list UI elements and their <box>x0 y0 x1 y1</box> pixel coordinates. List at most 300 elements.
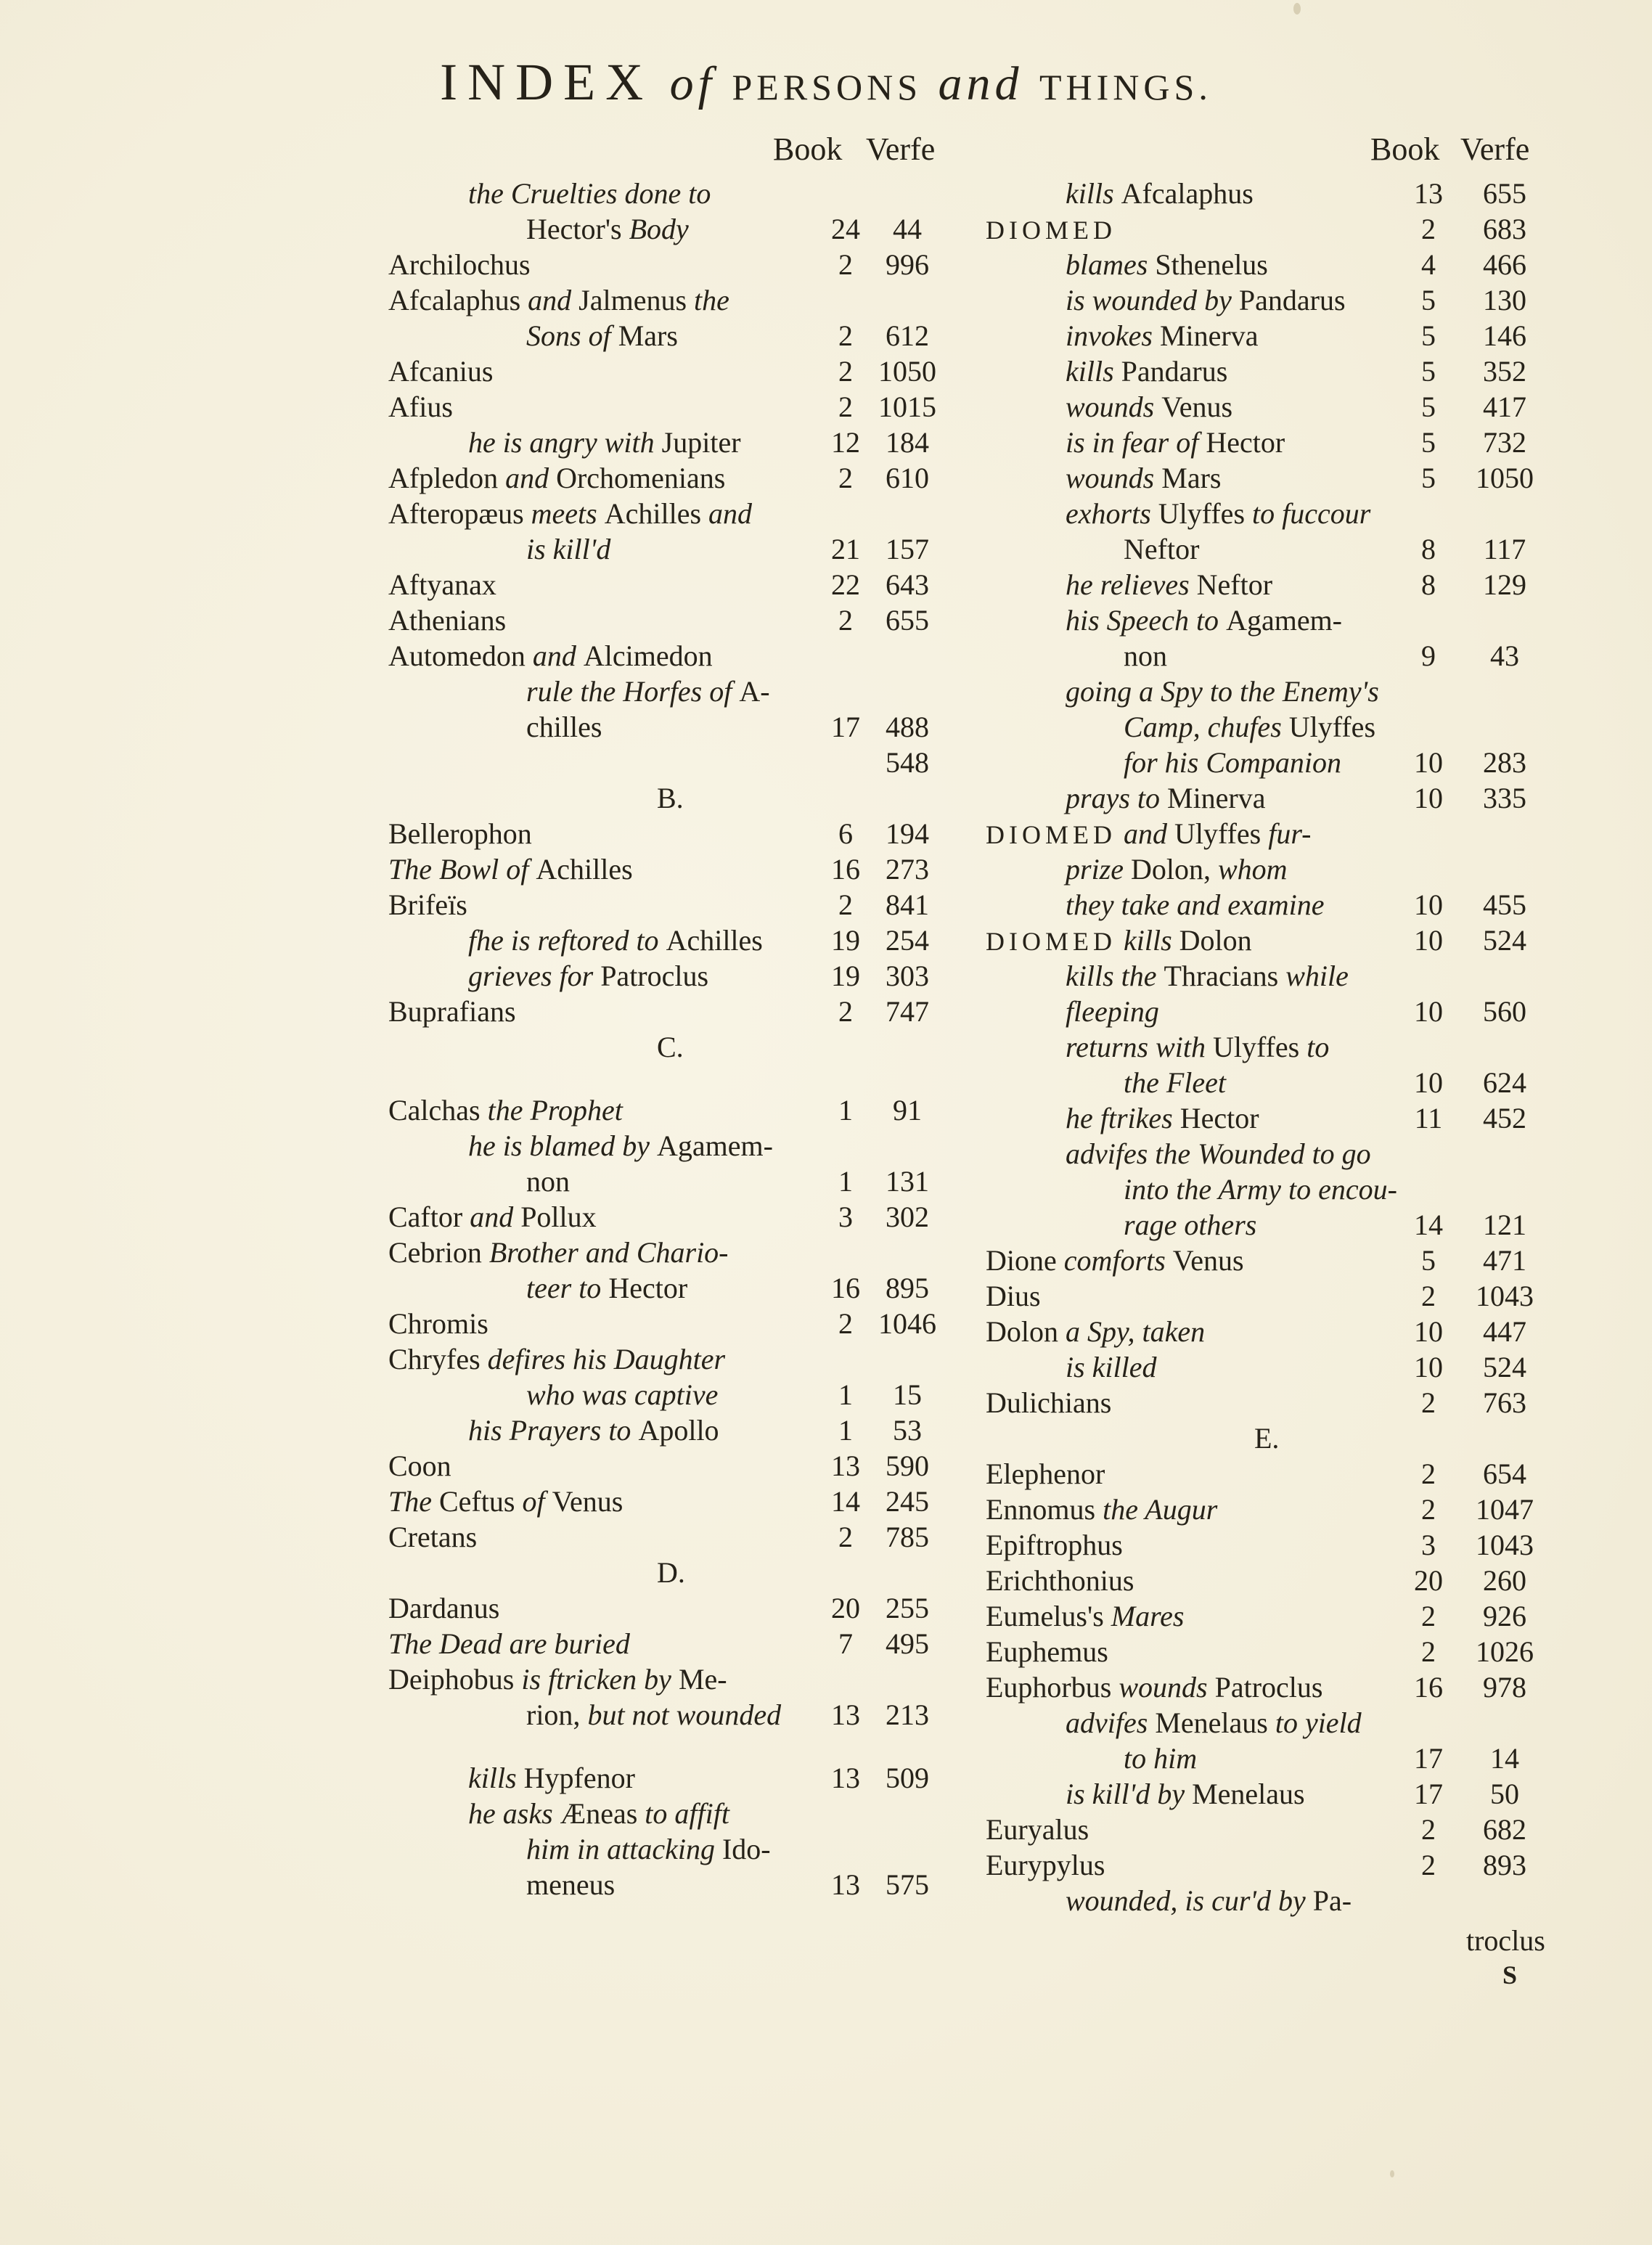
entry-text <box>986 1563 1134 1598</box>
entry-text <box>1066 602 1342 638</box>
entry-text <box>986 211 1116 248</box>
section-letter <box>388 1029 969 1065</box>
index-entry <box>388 460 969 496</box>
entry-segment: to him <box>1124 1742 1198 1775</box>
verse-number: 466 <box>1483 248 1526 281</box>
verse-number: 273 <box>886 853 929 886</box>
entry-segment: returns with <box>1066 1031 1213 1063</box>
entry-text <box>986 1385 1111 1420</box>
verse-number: 785 <box>886 1521 929 1553</box>
entry-segment: rule the Horfes of <box>526 675 740 708</box>
entry-text <box>986 1314 1205 1349</box>
index-entry <box>986 1812 1566 1847</box>
index-entry <box>986 318 1566 353</box>
index-entry <box>388 923 969 958</box>
book-number: 3 <box>1421 1529 1436 1561</box>
entry-text <box>1066 1776 1305 1812</box>
entry-segment: fur- <box>1268 817 1312 850</box>
verse-number: 255 <box>886 1592 929 1624</box>
book-number: 6 <box>838 817 853 850</box>
book-number: 2 <box>1421 1600 1436 1632</box>
index-entry <box>986 247 1566 282</box>
index-entry <box>388 887 969 923</box>
entry-text <box>526 318 678 353</box>
index-entry <box>388 1341 969 1377</box>
entry-segment: Dolon, <box>1131 853 1218 886</box>
catchword: troclus <box>1466 1924 1545 1957</box>
entry-text <box>986 1598 1185 1634</box>
index-entry <box>388 1760 969 1796</box>
index-entry <box>388 1164 969 1199</box>
entry-text <box>1124 1065 1226 1100</box>
entry-segment: Æneas <box>560 1797 645 1830</box>
entry-segment: Cebrion <box>388 1236 489 1269</box>
verse-number: 624 <box>1483 1066 1526 1099</box>
verse-number: 53 <box>893 1414 922 1447</box>
entry-segment: Apollo <box>638 1414 719 1447</box>
book-number: 2 <box>1421 1457 1436 1490</box>
verse-number: 1046 <box>878 1307 936 1340</box>
book-number: 2 <box>838 1521 853 1553</box>
entry-text <box>526 674 770 709</box>
entry-segment: is kill'd <box>526 533 611 565</box>
index-entry <box>388 318 969 353</box>
entry-segment: whom <box>1218 853 1288 886</box>
book-number: 2 <box>838 1307 853 1340</box>
index-entry <box>986 1314 1566 1349</box>
index-entry <box>986 638 1566 674</box>
index-entry <box>388 1448 969 1484</box>
index-entry <box>986 745 1566 780</box>
entry-text <box>1124 1207 1256 1243</box>
verse-number: 302 <box>886 1201 929 1233</box>
entry-segment: Venus <box>552 1485 623 1518</box>
entry-segment: Ulyffes <box>1288 711 1376 743</box>
verse-number: 121 <box>1483 1209 1526 1241</box>
book-number: 2 <box>1421 1493 1436 1526</box>
entry-segment: Sthenelus <box>1155 248 1268 281</box>
entry-segment: Chromis <box>388 1307 488 1340</box>
index-entry <box>986 1385 1566 1420</box>
page-title <box>0 52 1652 113</box>
entry-segment: Camp, chufes <box>1124 711 1289 743</box>
entry-text <box>1066 318 1258 353</box>
entry-text <box>1066 780 1266 816</box>
entry-segment: Minerva <box>1159 319 1259 352</box>
entry-segment: and <box>532 639 584 672</box>
book-number: 13 <box>1414 177 1443 210</box>
entry-text <box>526 1867 615 1902</box>
book-number: 2 <box>838 319 853 352</box>
book-number: 11 <box>1414 1102 1443 1134</box>
spacer <box>388 1065 969 1092</box>
verse-number: 1047 <box>1476 1493 1534 1526</box>
entry-text <box>388 602 506 638</box>
verse-number: 184 <box>886 426 929 459</box>
verse-number: 548 <box>886 746 929 779</box>
index-entry <box>986 994 1566 1029</box>
verse-number: 654 <box>1483 1457 1526 1490</box>
entry-text <box>1124 638 1167 674</box>
book-number: 10 <box>1414 995 1443 1028</box>
entry-text <box>1066 1349 1157 1385</box>
verse-number: 1043 <box>1476 1529 1534 1561</box>
entry-segment: Patroclus <box>1214 1671 1323 1704</box>
entry-segment: Dulichians <box>986 1386 1112 1419</box>
entry-text <box>1124 1171 1397 1207</box>
entry-segment: exhorts <box>1066 497 1158 530</box>
verse-number: 352 <box>1483 355 1526 388</box>
entry-segment: Euphorbus <box>986 1671 1119 1704</box>
index-entry <box>986 1563 1566 1598</box>
entry-segment: Ceftus <box>439 1485 523 1518</box>
entry-text <box>1124 1741 1197 1776</box>
entry-segment: he is blamed by <box>468 1129 657 1162</box>
entry-segment: Afteropæus <box>388 497 531 530</box>
entry-text <box>526 1377 718 1412</box>
index-entry <box>986 674 1566 709</box>
entry-text <box>388 1590 499 1626</box>
entry-text <box>388 1341 725 1377</box>
index-entry <box>986 1207 1566 1243</box>
book-number: 5 <box>1421 284 1436 316</box>
entry-text <box>986 1527 1123 1563</box>
entry-segment: Deiphobus <box>388 1663 522 1696</box>
index-entry <box>388 1796 969 1831</box>
index-entry <box>986 1349 1566 1385</box>
entry-text <box>468 1796 729 1831</box>
entry-text <box>388 496 752 531</box>
entry-text <box>526 1697 781 1733</box>
entry-segment: Dardanus <box>388 1592 500 1624</box>
book-number: 5 <box>1421 1244 1436 1277</box>
verse-number: 455 <box>1483 888 1526 921</box>
entry-text <box>388 389 453 425</box>
verse-number: 131 <box>886 1165 929 1198</box>
book-number: 10 <box>1414 888 1443 921</box>
index-entry <box>388 709 969 745</box>
entry-segment: and <box>505 462 557 494</box>
verse-header: Verfe <box>1460 131 1530 167</box>
title-things: THINGS. <box>1039 67 1212 107</box>
entry-segment: Eumelus's <box>986 1600 1111 1632</box>
entry-text <box>1066 1100 1259 1136</box>
entry-segment: and <box>1116 817 1174 850</box>
entry-segment: the Augur <box>1103 1493 1218 1526</box>
verse-number: 50 <box>1490 1778 1519 1810</box>
book-number: 2 <box>838 462 853 494</box>
verse-number: 732 <box>1483 426 1526 459</box>
book-number: 1 <box>838 1165 853 1198</box>
entry-text <box>468 425 741 460</box>
entry-segment: to affift <box>645 1797 729 1830</box>
entry-segment: meets <box>531 497 605 530</box>
entry-segment: The <box>388 1485 439 1518</box>
entry-segment: him in attacking <box>526 1833 722 1865</box>
entry-text <box>1066 247 1268 282</box>
entry-segment: Caftor <box>388 1201 470 1233</box>
book-number: 7 <box>838 1627 853 1660</box>
entry-segment: Agamem- <box>1226 604 1343 637</box>
entry-segment: Afcalaphus <box>388 284 528 316</box>
index-entry <box>986 1527 1566 1563</box>
entry-text <box>986 816 1311 853</box>
entry-segment: Epiftrophus <box>986 1529 1123 1561</box>
entry-text <box>388 282 729 318</box>
entry-segment: his Speech to <box>1066 604 1227 637</box>
index-entry <box>986 1065 1566 1100</box>
entry-segment: is kill'd by <box>1066 1778 1193 1810</box>
entry-text <box>526 1164 570 1199</box>
entry-text <box>1066 425 1285 460</box>
section-letter-text: C. <box>657 1031 684 1063</box>
entry-segment: Hector's <box>526 213 622 245</box>
entry-segment: Elephenor <box>986 1457 1105 1490</box>
entry-segment: Afcalaphus <box>1121 177 1254 210</box>
entry-text <box>1066 1136 1371 1171</box>
entry-segment: kills <box>1066 355 1121 388</box>
verse-number: 194 <box>886 817 929 850</box>
index-entry <box>388 282 969 318</box>
book-number: 2 <box>838 248 853 281</box>
book-number: 2 <box>838 390 853 423</box>
entry-segment: wounded, is cur'd by <box>1066 1884 1313 1917</box>
book-number: 10 <box>1414 1315 1443 1348</box>
verse-number: 129 <box>1483 568 1526 601</box>
entry-text <box>388 851 633 887</box>
entry-segment: and <box>528 284 579 316</box>
entry-text <box>526 211 689 247</box>
entry-segment: advifes the Wounded to go <box>1066 1137 1371 1170</box>
entry-segment: to <box>1307 1031 1330 1063</box>
entry-segment: Dius <box>986 1280 1041 1312</box>
entry-segment: a Spy, taken <box>1066 1315 1206 1348</box>
book-number: 5 <box>1421 462 1436 494</box>
entry-segment: Neftor <box>1196 568 1273 601</box>
book-number: 16 <box>1414 1671 1443 1704</box>
entry-segment: Mars <box>1161 462 1222 494</box>
paper-spot <box>1293 3 1301 15</box>
entry-segment: Cretans <box>388 1521 478 1553</box>
verse-number: 895 <box>886 1272 929 1304</box>
verse-number: 575 <box>886 1868 929 1901</box>
entry-text <box>468 176 711 211</box>
section-letter <box>388 780 969 816</box>
verse-number: 157 <box>886 533 929 565</box>
index-entry <box>986 282 1566 318</box>
book-number: 9 <box>1421 639 1436 672</box>
left-column-header <box>388 131 969 176</box>
entry-segment: Alcimedon <box>583 639 713 672</box>
entry-segment: is wounded by <box>1066 284 1239 316</box>
book-number: 1 <box>838 1094 853 1126</box>
index-entry <box>986 1634 1566 1669</box>
entry-segment: Brifeïs <box>388 888 467 921</box>
verse-number: 682 <box>1483 1813 1526 1846</box>
entry-text <box>986 1492 1217 1527</box>
book-number: 24 <box>831 213 860 245</box>
entry-text <box>526 1831 771 1867</box>
entry-segment: rage others <box>1124 1209 1257 1241</box>
section-letter <box>388 1555 969 1590</box>
entry-text <box>388 1235 729 1270</box>
entry-segment: Body <box>621 213 689 245</box>
entry-segment: Orchomenians <box>556 462 726 494</box>
entry-text <box>388 1626 630 1661</box>
verse-number: 117 <box>1483 533 1526 565</box>
index-entry <box>986 211 1566 247</box>
verse-number: 655 <box>886 604 929 637</box>
index-entry <box>388 425 969 460</box>
book-header: Book <box>1370 131 1440 167</box>
book-number: 13 <box>831 1868 860 1901</box>
index-entry <box>986 851 1566 887</box>
entry-segment: of <box>522 1485 552 1518</box>
book-number: 1 <box>838 1414 853 1447</box>
index-entry <box>986 1492 1566 1527</box>
book-number: 3 <box>838 1201 853 1233</box>
verse-number: 417 <box>1483 390 1526 423</box>
verse-number: 303 <box>886 960 929 992</box>
index-entry <box>388 1306 969 1341</box>
entry-segment: fhe is reftored to <box>468 924 666 957</box>
book-number: 17 <box>831 711 860 743</box>
index-entry <box>986 1171 1566 1207</box>
index-entry <box>388 1092 969 1128</box>
entry-text <box>1066 1883 1352 1918</box>
entry-segment: and <box>708 497 753 530</box>
index-entry <box>388 816 969 851</box>
entry-segment: blames <box>1066 248 1156 281</box>
book-number: 10 <box>1414 1351 1443 1383</box>
book-number: 2 <box>1421 1386 1436 1419</box>
index-entry <box>388 638 969 674</box>
entry-text <box>986 1278 1041 1314</box>
entry-segment: is killed <box>1066 1351 1157 1383</box>
book-number: 21 <box>831 533 860 565</box>
verse-number: 245 <box>886 1485 929 1518</box>
book-number: 2 <box>1421 213 1436 245</box>
entry-segment: The Bowl of <box>388 853 536 886</box>
entry-text <box>1066 994 1159 1029</box>
entry-text <box>388 1306 488 1341</box>
entry-segment: Dolon <box>986 1315 1066 1348</box>
entry-segment: defires his Daughter <box>487 1343 726 1375</box>
title-and: and <box>938 57 1023 110</box>
index-entry <box>986 1598 1566 1634</box>
index-entry <box>388 389 969 425</box>
title-of: of <box>669 57 716 110</box>
entry-segment: he ftrikes <box>1066 1102 1180 1134</box>
entry-segment: and <box>470 1201 521 1233</box>
entry-segment: Archilochus <box>388 248 531 281</box>
verse-number: 893 <box>1483 1849 1526 1881</box>
entry-segment: Afcanius <box>388 355 494 388</box>
verse-number: 254 <box>886 924 929 957</box>
book-number: 2 <box>1421 1635 1436 1668</box>
index-entry <box>986 1029 1566 1065</box>
entry-segment: Euryalus <box>986 1813 1089 1846</box>
verse-number: 91 <box>893 1094 922 1126</box>
section-letter-text: D. <box>657 1556 685 1589</box>
entry-segment: Athenians <box>388 604 507 637</box>
book-number: 19 <box>831 960 860 992</box>
verse-number: 524 <box>1483 1351 1526 1383</box>
entry-segment: Menelaus <box>1155 1706 1275 1739</box>
index-entry <box>388 1697 969 1733</box>
entry-segment: Ido- <box>721 1833 771 1865</box>
index-entry <box>388 602 969 638</box>
entry-text <box>388 1448 451 1484</box>
entry-segment: while <box>1285 960 1349 992</box>
verse-number: 996 <box>886 248 929 281</box>
index-entry <box>388 1519 969 1555</box>
entry-segment: Dione <box>986 1244 1064 1277</box>
entry-segment: kills <box>1116 924 1179 957</box>
entry-segment: Thracians <box>1164 960 1286 992</box>
book-number: 2 <box>838 604 853 637</box>
index-entry <box>388 1590 969 1626</box>
entry-text <box>1066 389 1232 425</box>
section-letter-text: E. <box>1254 1422 1280 1455</box>
verse-number: 747 <box>886 995 929 1028</box>
entry-text <box>1066 958 1349 994</box>
entry-segment: advifes <box>1066 1706 1156 1739</box>
book-number: 2 <box>838 888 853 921</box>
entry-segment: Eurypylus <box>986 1849 1105 1881</box>
index-entry <box>388 1626 969 1661</box>
verse-number: 15 <box>893 1378 922 1411</box>
verse-number: 655 <box>1483 177 1526 210</box>
entry-segment: invokes <box>1066 319 1160 352</box>
verse-number: 471 <box>1483 1244 1526 1277</box>
verse-number: 447 <box>1483 1315 1526 1348</box>
entry-segment: into the Army to encou- <box>1124 1173 1397 1206</box>
book-number: 10 <box>1414 924 1443 957</box>
entry-text <box>986 1847 1105 1883</box>
book-number: 5 <box>1421 355 1436 388</box>
index-entry <box>388 1412 969 1448</box>
entry-text <box>1066 887 1325 923</box>
entry-segment: kills <box>1066 177 1121 210</box>
entry-segment: Chryfes <box>388 1343 488 1375</box>
book-number: 20 <box>1414 1564 1443 1597</box>
verse-number: 335 <box>1483 782 1526 814</box>
index-entry <box>986 531 1566 567</box>
right-entries <box>986 176 1566 1918</box>
entry-text <box>388 638 713 674</box>
index-entry <box>388 1235 969 1270</box>
entry-segment: kills the <box>1066 960 1164 992</box>
index-entry <box>388 958 969 994</box>
index-entry <box>388 496 969 531</box>
entry-segment: Achilles <box>536 853 633 886</box>
entry-segment: is in fear of <box>1066 426 1206 459</box>
index-entry <box>986 460 1566 496</box>
entry-segment: Neftor <box>1124 533 1200 565</box>
entry-text <box>468 1128 773 1164</box>
book-number: 13 <box>831 1698 860 1731</box>
entry-text <box>1066 282 1346 318</box>
verse-number: 683 <box>1483 213 1526 245</box>
book-number: 2 <box>838 995 853 1028</box>
index-entry <box>986 887 1566 923</box>
entry-segment: but not wounded <box>587 1698 782 1731</box>
verse-number: 283 <box>1483 746 1526 779</box>
verse-number: 763 <box>1483 1386 1526 1419</box>
entry-segment: Mars <box>618 319 678 352</box>
index-entry <box>388 1867 969 1902</box>
